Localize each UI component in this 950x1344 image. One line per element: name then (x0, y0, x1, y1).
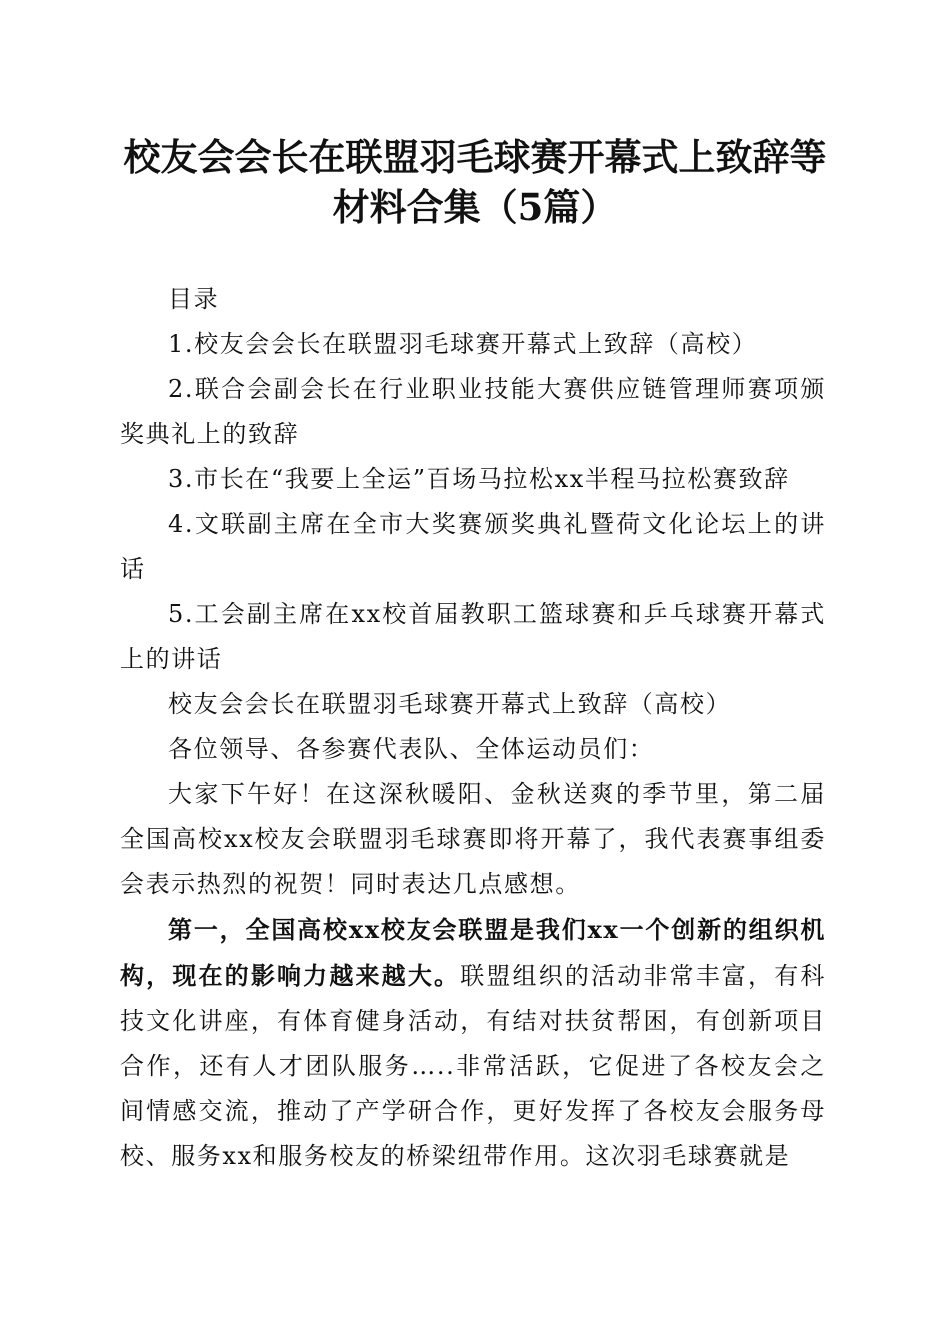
document-body (120, 277, 826, 1179)
toc-item-3: 3.市长在“我要上全运”百场马拉松xx半程马拉松赛致辞 (168, 465, 790, 493)
section-title: 校友会会长在联盟羽毛球赛开幕式上致辞（高校） (168, 690, 732, 718)
toc-item-1: 1.校友会会长在联盟羽毛球赛开幕式上致辞（高校） (168, 330, 758, 358)
salutation: 各位领导、各参赛代表队、全体运动员们： (168, 735, 655, 763)
paragraph-2-lead: 第一，全国高校xx校友会联盟是我们xx一个创新的组织机构，现在的影响力越来越大。 (120, 915, 826, 990)
toc-item-2: 2.联合会副会长在行业职业技能大赛供应链管理师赛项颁奖典礼上的致辞 (120, 375, 826, 448)
toc-item-5: 5.工会副主席在xx校首届教职工篮球赛和乒乓球赛开幕式上的讲话 (120, 600, 826, 673)
paragraph-2-body: 联盟组织的活动非常丰富，有科技文化讲座，有体育健身活动，有结对扶贫帮困，有创新项目合作，还有人才团队服务…..非常活跃，它促进了各校友会之间情感交流，推动了产学研合作，更好发挥了各校友会服务母校、服务xx和服务校友的桥梁纽带作用。这次羽毛球赛就是 (120, 962, 826, 1170)
toc-item-4: 4.文联副主席在全市大奖赛颁奖典礼暨荷文化论坛上的讲话 (120, 510, 826, 583)
paragraph-2 (120, 907, 826, 1179)
paragraph-1: 大家下午好！在这深秋暖阳、金秋送爽的季节里，第二届全国高校xx校友会联盟羽毛球赛即将开幕了，我代表赛事组委会表示热烈的祝贺！同时表达几点感想。 (120, 780, 826, 898)
document-title: 校友会会长在联盟羽毛球赛开幕式上致辞等材料合集（5篇） (123, 135, 827, 229)
toc-heading: 目录 (168, 285, 220, 313)
